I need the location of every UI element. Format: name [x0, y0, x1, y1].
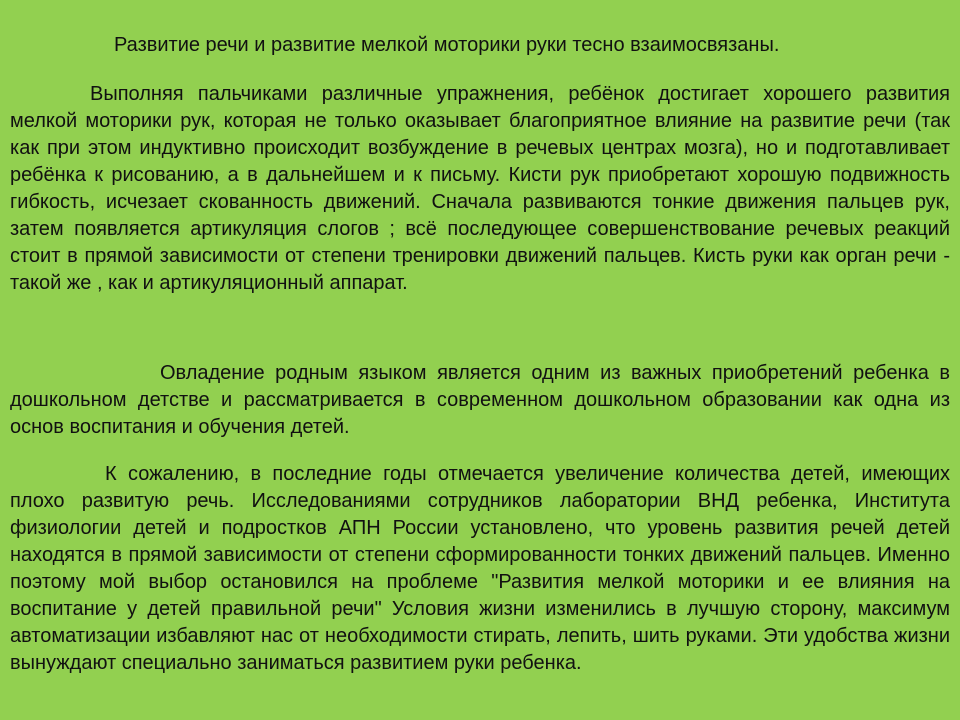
paragraph-fine-motor: Выполняя пальчиками различные упражнения, ребёнок достигает хорошего развития мелкой моторики рук, которая не только оказывает благоприятное влияние на развитие речи (так как при этом индуктивно происходит возбуждение в речевых центрах мозга), но и подготавливает ребёнка к рисованию, а в дальнейшем и к письму. Кисти рук приобретают хорошую подвижность гибкость, исчезает скованность движений. Сначала развиваются тонкие движения пальцев рук, затем появляется артикуляция слогов ; всё последующее совершенствование речевых реакций стоит в прямой зависимости от степени тренировки движений пальцев. Кисть руки как орган речи - такой же , как и артикуляционный аппарат. — [10, 83, 950, 294]
paragraph-native-language: Овладение родным языком является одним из важных приобретений ребенка в дошкольном детстве и рассматривается в современном дошкольном образовании как одна из основ воспитания и обучения детей. — [10, 362, 950, 438]
paragraph-research: К сожалению, в последние годы отмечается увеличение количества детей, имеющих плохо развитую речь. Исследованиями сотрудников лаборатории ВНД ребенка, Института физиологии детей и подростков АПН России установлено, что уровень развития речей детей находятся в прямой зависимости от степени сформированности тонких движений пальцев. Именно поэтому мой выбор остановился на проблеме "Развития мелкой моторики и ее влияния на воспитание у детей правильной речи" Условия жизни изменились в лучшую сторону, максимум автоматизации избавляют нас от необходимости стирать, лепить, шить руками. Эти удобства жизни вынуждают специально заниматься развитием руки ребенка. — [10, 463, 950, 674]
slide-title: Развитие речи и развитие мелкой моторики руки тесно взаимосвязаны. — [114, 34, 780, 56]
